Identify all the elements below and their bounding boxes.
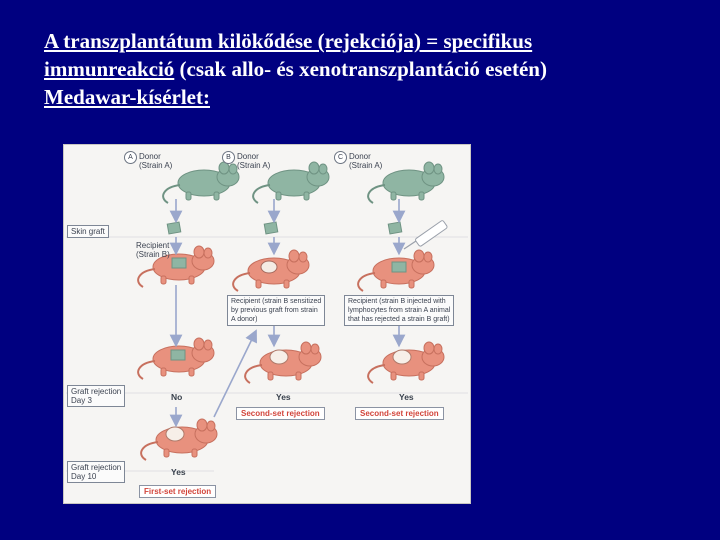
- donor-label-a: Donor (Strain A): [139, 152, 173, 170]
- day3-c-rejected-graft: [393, 350, 411, 364]
- result-b-day3: Yes: [276, 392, 291, 402]
- graft-a: [167, 222, 181, 234]
- second-set-rejection-label-b: Second-set rejection: [236, 407, 325, 420]
- title-line-2: [44, 55, 704, 83]
- day3-a-graft-intact: [171, 350, 185, 360]
- recipient-label-c: Recipient (strain B injected with lymphocytes from strain A animal that has rejected a strain B graft): [344, 295, 454, 326]
- donor-mouse-a: [163, 162, 239, 203]
- recipient-c-graft: [392, 262, 406, 272]
- panel-letter-a: A: [124, 151, 137, 164]
- panel-letter-c: C: [334, 151, 347, 164]
- day10-a-rejected-graft: [166, 427, 184, 441]
- graft-rejection-day3-label: Graft rejection Day 3: [67, 385, 125, 407]
- recipient-label-b: Recipient (strain B sensitized by previous graft from strain A donor): [227, 295, 325, 326]
- donor-label-b: Donor (Strain A): [237, 152, 271, 170]
- day3-b-rejected-graft: [270, 350, 288, 364]
- recipient-b-prior-graft-scar: [261, 261, 277, 273]
- result-a-day3: No: [171, 392, 183, 402]
- title-line-1: A transzplantátum kilökődése (rejekciója) = specifikus: [44, 29, 533, 53]
- title-line-3: Medawar-kísérlet:: [44, 85, 210, 109]
- title-underlined-term: immunreakció: [44, 57, 175, 81]
- result-a-day10: Yes: [171, 467, 186, 477]
- result-c-day3: Yes: [399, 392, 414, 402]
- recipient-label-a: Recipient (Strain B): [136, 241, 170, 259]
- donor-label-c: Donor (Strain A): [349, 152, 383, 170]
- syringe: [404, 220, 448, 249]
- first-set-rejection-label: First-set rejection: [139, 485, 216, 498]
- skin-graft-label: Skin graft: [67, 225, 109, 238]
- panel-letter-b: B: [222, 151, 235, 164]
- graft-b: [264, 222, 278, 234]
- slide-title: [44, 27, 704, 111]
- title-line-2-rest: (csak allo- és xenotranszplantáció esetén): [174, 57, 547, 81]
- graft-c: [388, 222, 402, 234]
- graft-rejection-day10-label: Graft rejection Day 10: [67, 461, 125, 483]
- recipient-a-graft: [172, 258, 186, 268]
- second-set-rejection-label-c: Second-set rejection: [355, 407, 444, 420]
- medawar-experiment-figure: [63, 144, 471, 504]
